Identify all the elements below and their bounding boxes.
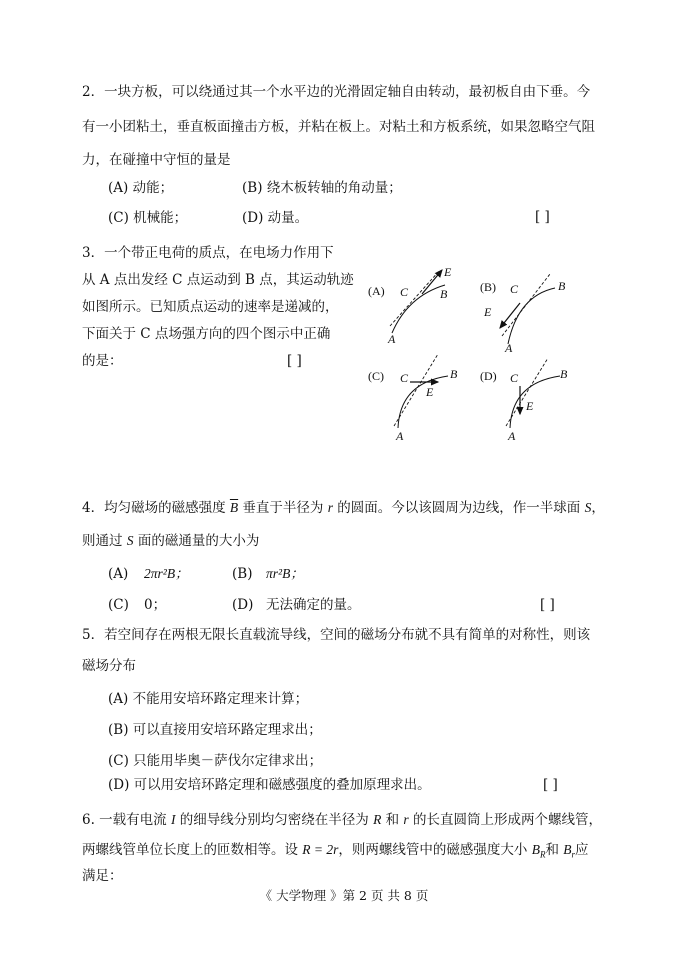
- q6-line2: [82, 840, 589, 865]
- figure-a-dashed-tangent: [390, 270, 440, 326]
- q3-line2: 从 A 点出发经 C 点运动到 B 点，其运动轨迹: [82, 272, 354, 288]
- q6-radius-r-big: R: [373, 812, 382, 827]
- q4-line1-pre: 4．均匀磁场的磁感强度: [82, 500, 230, 516]
- figure-c-e-label: E: [426, 385, 434, 399]
- figure-a-a-label: A: [388, 332, 396, 346]
- figure-b-a-label: A: [505, 341, 513, 355]
- q6-b-r-small-sub: r: [571, 849, 576, 860]
- q5-option-a: (A) 不能用安培环路定理来计算；: [108, 691, 309, 707]
- q6-line1-post: 的长直圆筒上形成两个螺线管，: [408, 812, 602, 828]
- q3-figures: [360, 258, 610, 458]
- figure-c: [368, 354, 458, 443]
- q4-option-b: πr²B；: [266, 566, 304, 581]
- q4-line1-post: 的圆面。今以该圆周为边线，作一半球面: [333, 500, 585, 516]
- figure-d-dashed-tangent: [506, 358, 548, 426]
- q2-line2: 有一小团粘土，垂直板面撞击方板，并粘在板上。对粘土和方板系统，如果忽略空气阻: [82, 119, 595, 135]
- figure-a: [368, 265, 452, 346]
- q6-line1: [82, 810, 602, 830]
- q6-line2-post: ，则两螺线管中的磁感强度大小: [338, 842, 532, 858]
- figure-d: [480, 358, 568, 443]
- q6-line1-pre: 6. 一载有电流: [82, 812, 171, 828]
- figure-b-c-label: C: [510, 282, 519, 296]
- q6-equation: R = 2r: [302, 842, 339, 857]
- q4-answer-bracket: [ ]: [540, 597, 555, 613]
- q6-line3: 满足：: [82, 868, 123, 884]
- q2-line3: 力，在碰撞中守恒的量是: [82, 152, 231, 168]
- q5-option-c: (C) 只能用毕奥－萨伐尔定律求出；: [108, 753, 323, 769]
- q2-answer-bracket: [ ]: [535, 209, 550, 225]
- q4-option-a: 2πr²B；: [144, 566, 189, 581]
- q5-option-b: (B) 可以直接用安培环路定理求出；: [108, 722, 322, 738]
- q4-line1: [82, 498, 605, 518]
- figure-d-b-label: B: [560, 367, 568, 381]
- q6-line2-and: 和: [545, 842, 564, 858]
- q6-line1-mid: 的细导线分别均匀密绕在半径为: [175, 812, 374, 828]
- figure-a-label: (A): [368, 284, 385, 298]
- q6-line2-pre: 两螺线管单位长度上的匝数相等。设: [82, 842, 303, 858]
- q4-option-c-label: (C): [108, 597, 129, 613]
- q2-line1: 2．一块方板，可以绕通过其一个水平边的光滑固定轴自由转动，最初板自由下垂。今: [82, 84, 591, 100]
- q3-line1: 3．一个带正电荷的质点，在电场力作用下: [82, 245, 334, 261]
- q4-line2-surface-s: S: [126, 533, 134, 548]
- q4-option-c: 0；: [144, 597, 167, 613]
- q6-b-r-small: B: [563, 842, 572, 857]
- q6-radius-r-small: r: [403, 812, 409, 827]
- q4-option-a-label: (A): [108, 566, 129, 582]
- figure-c-a-label: A: [396, 429, 404, 443]
- figure-d-a-label: A: [508, 429, 516, 443]
- q6-line1-and: 和: [381, 812, 404, 828]
- q4-line2-pre: 则通过: [82, 533, 127, 549]
- figure-b: [480, 274, 566, 355]
- q5-option-d: (D) 可以用安培环路定理和磁感强度的叠加原理求出。: [108, 777, 431, 793]
- q6-b-r-big: B: [531, 842, 540, 857]
- q3-line4: 下面关于 C 点场强方向的四个图示中正确: [82, 326, 331, 342]
- q3-line5: 的是：: [82, 353, 123, 369]
- figure-b-b-label: B: [558, 279, 566, 293]
- q6-current-i: I: [170, 812, 176, 827]
- q4-line2-post: 面的磁通量的大小为: [133, 533, 260, 549]
- q3-line3: 如图所示。已知质点运动的速率是递减的，: [82, 299, 339, 315]
- figure-b-trajectory: [508, 288, 555, 344]
- q2-option-d: (D) 动量。: [242, 210, 309, 226]
- figure-c-c-label: C: [400, 371, 409, 385]
- q4-line1-mid: 垂直于半径为: [238, 500, 328, 516]
- q4-option-b-label: (B): [232, 566, 253, 582]
- figure-c-label: (C): [368, 369, 384, 383]
- q5-answer-bracket: [ ]: [543, 777, 558, 793]
- figure-b-e-label: E: [484, 305, 492, 319]
- figure-b-label: (B): [480, 280, 496, 294]
- q2-option-b: (B) 绕木板转轴的角动量；: [242, 180, 402, 196]
- figure-a-c-label: C: [400, 285, 409, 299]
- figure-a-e-label: E: [444, 265, 452, 279]
- q5-line2: 磁场分布: [82, 658, 136, 674]
- figure-d-label: (D): [480, 369, 497, 383]
- figure-d-e-label: E: [526, 399, 534, 413]
- q6-b-r-big-sub: R: [539, 849, 546, 860]
- q5-line1: 5．若空间存在两根无限长直载流导线，空间的磁场分布就不具有简单的对称性，则该: [82, 627, 591, 643]
- q4-option-d-label: (D): [232, 597, 254, 613]
- q3-answer-bracket: [ ]: [287, 353, 302, 369]
- figure-a-b-label: B: [440, 287, 448, 301]
- figure-b-e-arrow: [500, 303, 520, 328]
- q4-surface-s: S: [584, 500, 592, 515]
- figure-c-b-label: B: [450, 367, 458, 381]
- q2-option-c: (C) 机械能；: [108, 210, 188, 226]
- page-footer: 《 大学物理 》第 2 页 共 8 页: [259, 888, 429, 903]
- q4-line2: [82, 531, 259, 551]
- q4-option-d: 无法确定的量。: [266, 597, 361, 613]
- q4-vector-b: $\overline{B}$: [229, 500, 239, 515]
- q4-radius-r: r: [327, 500, 333, 515]
- q6-line2-end: 应: [575, 842, 589, 858]
- figure-d-c-label: C: [510, 371, 519, 385]
- q4-line1-end: ，: [591, 500, 605, 516]
- q2-option-a: (A) 动能；: [108, 180, 174, 196]
